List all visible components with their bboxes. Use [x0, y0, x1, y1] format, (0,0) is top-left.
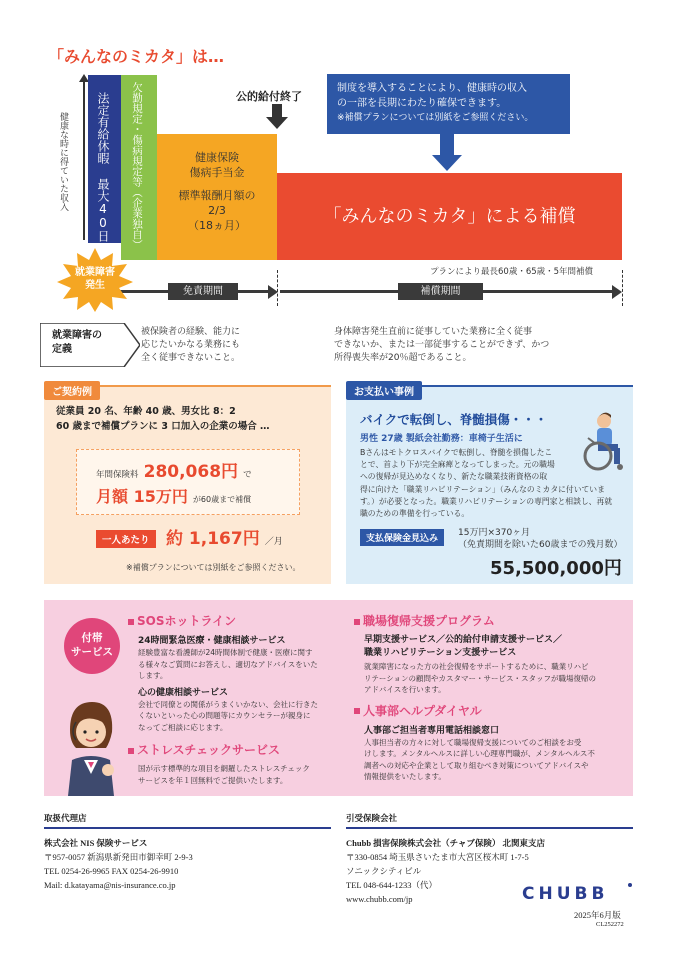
- definition-label: 就業障害の 定義: [52, 330, 102, 355]
- insurer-divider: [346, 827, 633, 829]
- payment-description: Bさんはモトクロスバイクで転倒し、脊髄を損傷したこ とで、首より下が完全麻痺となってしまった。元の職場 への復帰が見込めなくなり、新たな職業技術資格の取 得に向けた「職業リハビリテーション」（みんなのミカタに付いていま す。）が必要となった。職業リハビリテーションの専門家と相談し、再就 職のための準備を行っている。: [360, 448, 613, 519]
- exempt-period-label: 免責期間: [168, 283, 238, 300]
- edition-label: 2025年6月版: [574, 910, 621, 920]
- plan-note: プランにより最長60歳・65歳・5年間補償: [430, 267, 594, 277]
- operator-illustration-icon: [58, 700, 124, 796]
- sickness-benefit-text: 健康保険 傷病手当金 標準報酬月額の 2/3 （18ヵ月）: [178, 151, 256, 232]
- contract-note: ※補償プランについては別紙をご参照ください。: [126, 563, 301, 572]
- services-badge: 付帯 サービス: [64, 618, 120, 674]
- coverage-period-label: 補償期間: [398, 283, 483, 300]
- mind-subtitle: 心の健康相談サービス: [138, 687, 229, 698]
- payment-calculation: 15万円×370ヶ月 （免責期間を除いた60歳までの残月数）: [458, 528, 623, 550]
- insurer-label: 引受保険会社: [346, 814, 398, 824]
- payment-total: 55,500,000円: [490, 558, 622, 579]
- stress-title: ストレスチェックサービス: [137, 743, 281, 757]
- payment-title: バイクで転倒し、脊髄損傷・・・: [360, 412, 548, 427]
- chubb-logo: CHUBB: [522, 884, 609, 904]
- return-subtitle: 早期支援サービス／公的給付申請支援サービス／ 職業リハビリテーション支援サービス: [364, 635, 563, 658]
- per-person-premium: 約 1,167円 ／月: [166, 529, 283, 549]
- axis-line: [83, 80, 85, 240]
- payment-amount-label: 支払保険金見込み: [360, 529, 444, 546]
- paid-leave-label: 法定有給休暇 最大40日: [96, 92, 110, 242]
- hr-title: 人事部ヘルプダイヤル: [363, 703, 482, 718]
- agent-info: 株式会社 NIS 保険サービス 〒957-0057 新潟県新発田市御幸町 2-9-3 TEL 0254-26-9965 FAX 0254-26-9910 Mail: d.katayama@nis-insurance.co.jp: [44, 838, 193, 890]
- hr-body: 人事担当者の方々に対して職場復帰支援についてのご相談をお受 けします。メンタルヘルスに詳しい心理専門職が、メンタルヘルス不 調者への対応や企業として取り組むべき対策についてアドバイスや 情報提供をいたします。: [364, 737, 595, 781]
- burst-text: 就業障害 発生: [75, 267, 115, 291]
- agent-label: 取扱代理店: [44, 814, 87, 824]
- sos-body: 経験豊富な看護師が24時間体制で健康・医療に関す る様々なご質問にお答えし、適切なアドバイスをいた します。: [138, 648, 318, 680]
- absence-rule-label: 欠勤規定・傷病規定等（企業独自）: [131, 82, 143, 250]
- exempt-definition: 被保険者の経験、能力に 応じたいかなる業務にも 全く従事できないこと。: [141, 327, 241, 363]
- sos-title: SOSホットライン: [137, 614, 237, 628]
- left-services: [128, 612, 338, 786]
- hr-subtitle: 人事部ご担当者専用電話相談窓口: [364, 725, 500, 736]
- main-coverage-label: 「みんなのミカタ」による補償: [323, 206, 576, 227]
- monthly-coverage: 月額 15万円 が60歳まで補償: [96, 487, 252, 506]
- payment-subtitle: 男性 27歳 製紙会社勤務：車椅子生活に: [360, 434, 523, 444]
- return-body: 就業障害になった方の社会復帰をサポートするために、職業リハビ リテーションの顧問やカスタマー・サービス・スタッフが職場復帰の アドバイスを行います。: [364, 662, 597, 694]
- coverage-definition: 身体障害発生直前に従事していた業務に全く従事 できないか、または一部従事することができず、かつ 所得喪失率が20％超であること。: [334, 327, 550, 363]
- document-code: CL252272: [596, 921, 624, 928]
- insurer-web-link[interactable]: www.chubb.com/jp: [346, 894, 413, 904]
- arrow-down-icon: [272, 104, 282, 118]
- page-title: 「みんなのミカタ」は…: [48, 47, 225, 66]
- agent-divider: [44, 827, 331, 829]
- public-benefit-end-label: 公的給付終了: [236, 90, 302, 103]
- callout-box: 制度を導入することにより、健康時の収入 の一部を長期にわたり確保できます。 ※補償プランについては別紙をご参照ください。: [327, 74, 570, 134]
- return-title: 職場復帰支援プログラム: [363, 614, 495, 628]
- annual-premium: 年間保険料 280,068円 で: [96, 462, 252, 482]
- axis-label: 健康な時に得ていた収入: [58, 112, 68, 211]
- stress-body: 国が示す標準的な項目を網羅したストレスチェック サービスを年１回無料でご提供いたします。: [138, 764, 310, 785]
- sos-subtitle: 24時間緊急医療・健康相談サービス: [138, 636, 286, 646]
- insurer-info: Chubb 損害保険株式会社（チャブ保険） 北関東支店 〒330-0854 埼玉県さいたま市大宮区桜木町 1-7-5 ソニックシティビル TEL 048-644-1233（代） www.chubb.com/jp: [346, 838, 546, 904]
- contract-tag: ご契約例: [44, 381, 100, 400]
- contract-conditions: 従業員 20 名、年齢 40 歳、男女比 8：2 60 歳まで補償プランに 3 口加入の企業の場合 …: [56, 406, 270, 432]
- per-person-label: 一人あたり: [96, 530, 156, 548]
- mind-body: 会社で同僚との関係がうまくいかない、会社に行きた くないといった心の問題等にカウンセラーが親身に なってご相談に応じます。: [138, 699, 318, 732]
- payment-tag: お支払い事例: [346, 381, 422, 400]
- arrow-right-icon: [612, 285, 622, 299]
- agent-email-link[interactable]: Mail: d.katayama@nis-insurance.co.jp: [44, 880, 176, 890]
- right-services: [354, 612, 629, 783]
- callout-arrow-icon: [440, 134, 454, 156]
